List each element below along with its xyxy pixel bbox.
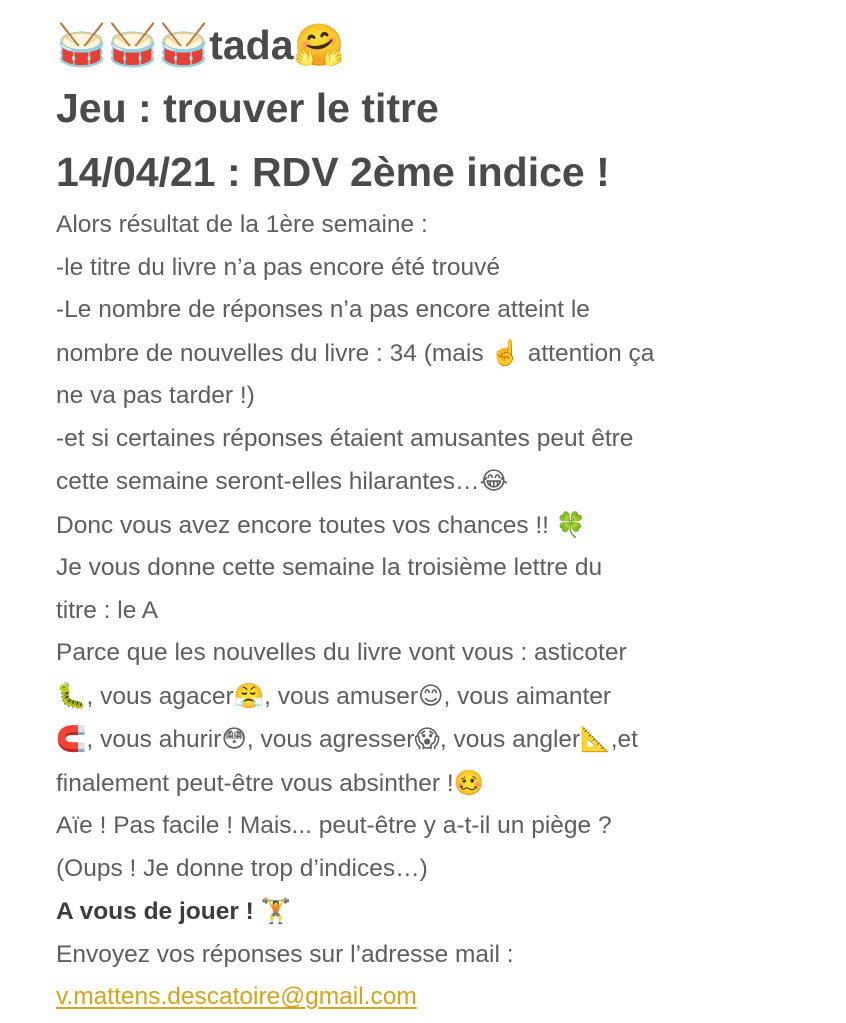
body-line <box>56 332 836 376</box>
call-to-action <box>56 890 836 934</box>
body-line: -et si certaines réponses étaient amusantes peut être <box>56 424 634 452</box>
body-line: ne va pas tarder !) <box>56 382 255 409</box>
steaming-face-icon: 😤 <box>233 680 265 710</box>
body-text: cette semaine seront-elles hilarantes… <box>56 468 480 495</box>
body-line: Je vous donne cette semaine la troisième lettre du <box>56 554 603 581</box>
call-to-action-text: A vous de jouer ! <box>56 898 261 925</box>
drum-icon: 🥁 <box>107 21 159 69</box>
body-text: finalement peut-être vous absinther ! <box>56 769 454 797</box>
body-line: titre : le A <box>56 596 159 624</box>
body-line: Parce que les nouvelles du livre vont vous : asticoter <box>56 639 627 666</box>
body-text: , vous ahurir <box>86 726 222 753</box>
tada-label: tada <box>209 22 294 68</box>
email-link[interactable]: v.mattens.descatoire@gmail.com <box>56 983 417 1010</box>
woozy-face-icon: 🥴 <box>453 767 485 797</box>
body-line <box>56 460 836 504</box>
email-line <box>56 976 836 1019</box>
body-text: ,et <box>610 726 638 753</box>
pointing-up-icon: ☝️ <box>490 337 521 367</box>
body-line <box>56 675 836 719</box>
body-line: (Oups ! Je donne trop d’indices…) <box>56 854 428 882</box>
body-text: , vous aimanter <box>443 682 612 710</box>
body-line: -le titre du livre n’a pas encore été trouvé <box>56 253 500 281</box>
body-line <box>56 504 836 548</box>
body-line: Aïe ! Pas facile ! Mais... peut-être y a-t-il un piège ? <box>56 812 612 839</box>
note-header-line <box>56 14 836 76</box>
body-text: , vous amuser <box>264 682 418 710</box>
body-line <box>56 762 836 806</box>
note-content <box>56 14 836 1019</box>
note-title: Jeu : trouver le titre <box>56 85 439 131</box>
triangular-ruler-icon: 📐 <box>580 724 611 753</box>
weightlifter-icon: 🏋️ <box>260 896 292 925</box>
hugging-face-icon: 🤗 <box>293 21 345 69</box>
flushed-face-icon: 😳 <box>221 724 247 753</box>
body-text: , vous agacer <box>86 682 234 710</box>
body-text: attention ça <box>520 339 655 367</box>
laughing-face-icon: 😂 <box>479 466 509 495</box>
body-text: , vous angler <box>439 726 581 753</box>
drum-icon: 🥁 <box>158 21 210 69</box>
magnet-icon: 🧲 <box>56 724 87 753</box>
drum-icon: 🥁 <box>56 21 108 69</box>
body-text: , vous agresser <box>246 726 415 753</box>
date-heading: 14/04/21 : RDV 2ème indice ! <box>56 149 610 195</box>
body-line: Envoyez vos réponses sur l’adresse mail : <box>56 940 514 968</box>
body-line <box>56 718 836 762</box>
body-text: nombre de nouvelles du livre : 34 (mais <box>56 339 491 367</box>
four-leaf-clover-icon: 🍀 <box>555 509 587 539</box>
screaming-face-icon: 😱 <box>414 724 440 753</box>
body-line: -Le nombre de réponses n’a pas encore atteint le <box>56 296 590 323</box>
caterpillar-icon: 🐛 <box>56 680 87 710</box>
body-text: Donc vous avez encore toutes vos chances !! <box>56 511 556 539</box>
smiling-face-icon: 😊 <box>418 680 444 710</box>
intro-line: Alors résultat de la 1ère semaine : <box>56 211 428 238</box>
